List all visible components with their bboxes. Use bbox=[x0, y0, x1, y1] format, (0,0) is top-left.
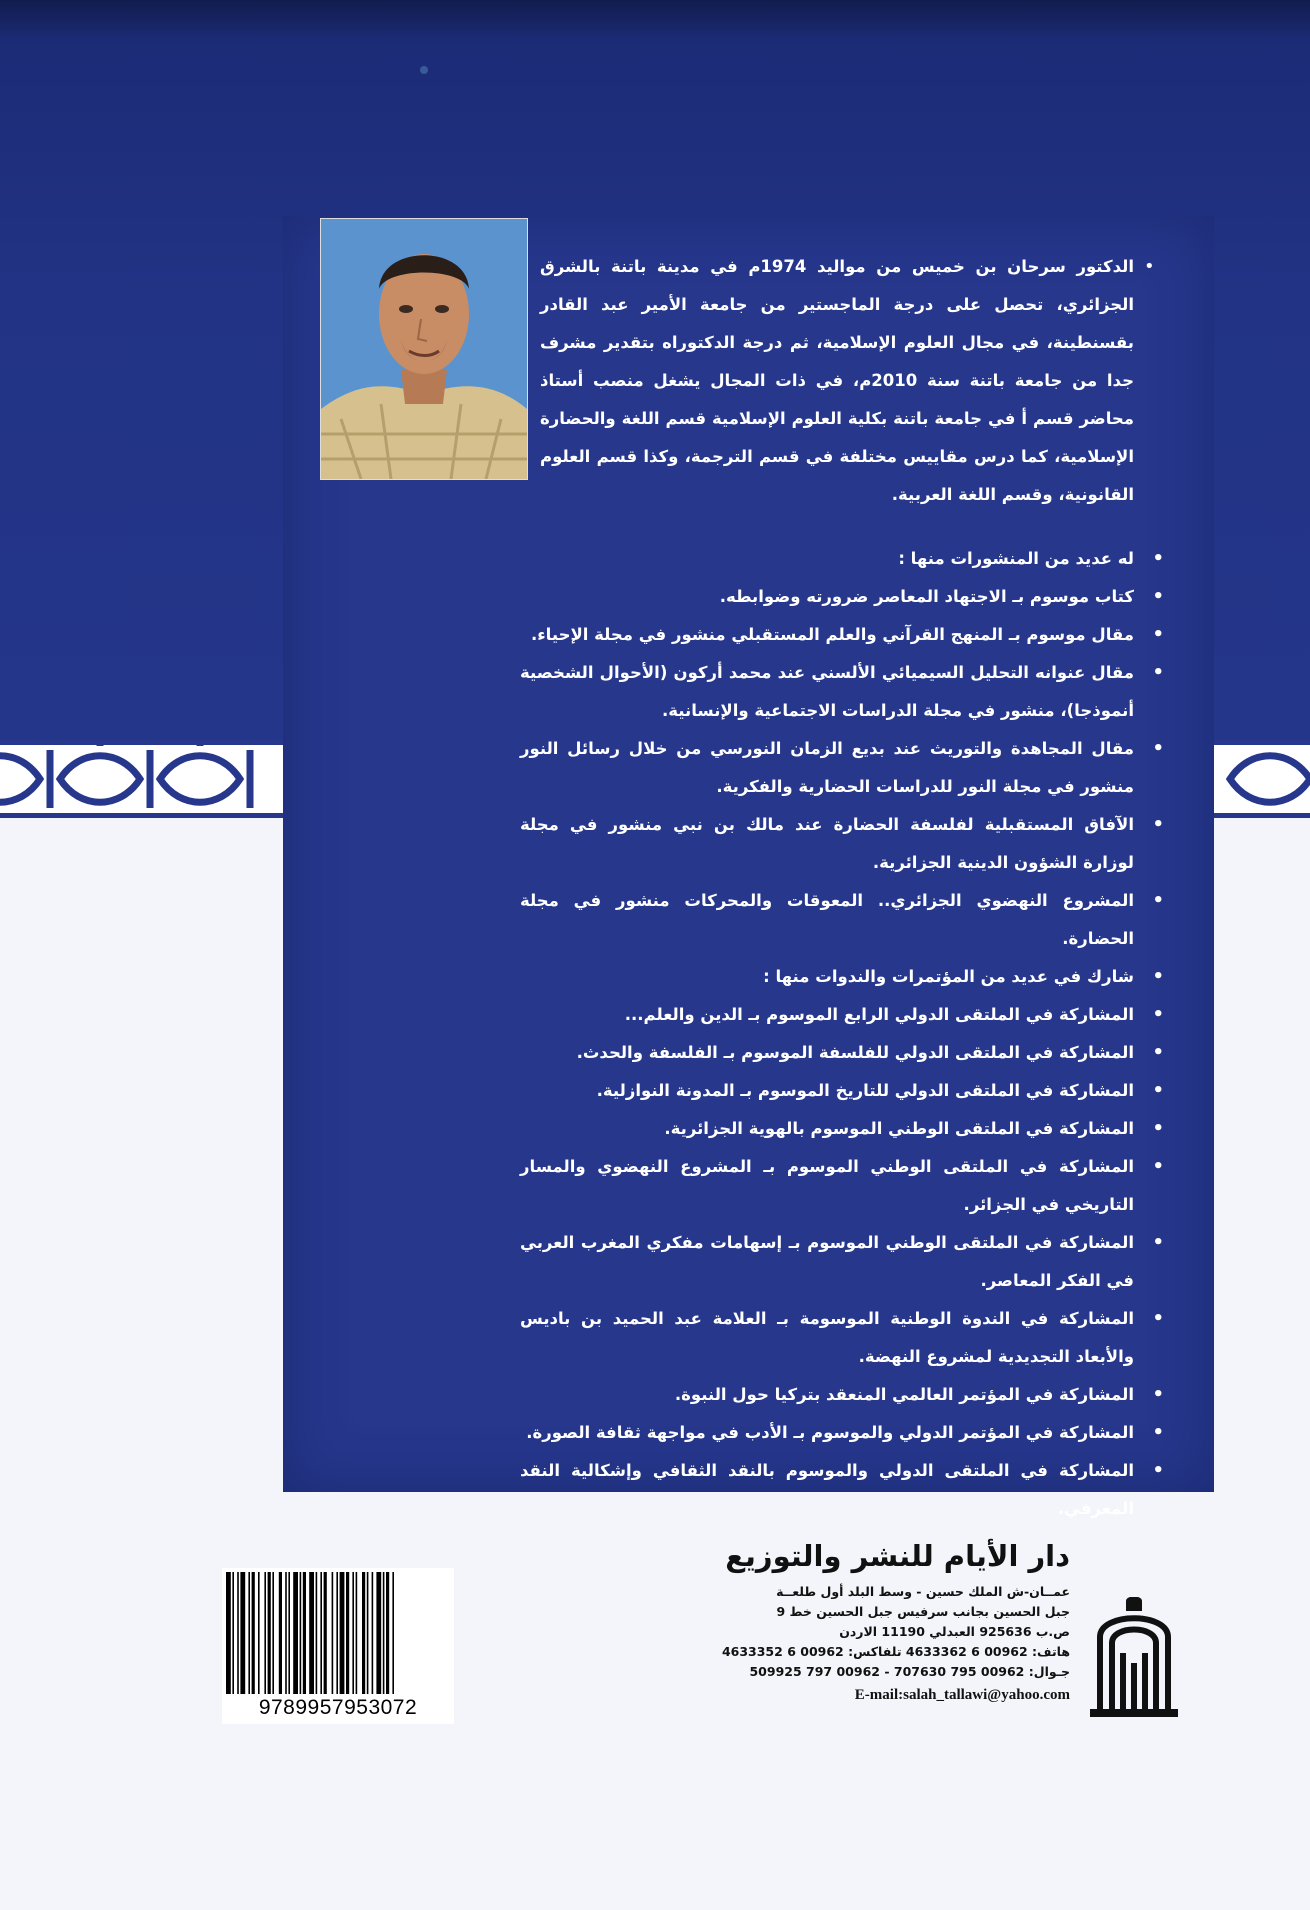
list-item: • شارك في عديد من المؤتمرات والندوات منها : bbox=[520, 958, 1170, 996]
publisher-logo-icon bbox=[1090, 1597, 1178, 1721]
barcode-bar bbox=[300, 1572, 302, 1694]
list-item: • الآفاق المستقبلية لفلسفة الحضارة عند مالك بن نبي منشور في مجلة لوزارة الشؤون الدينية الجزائرية. bbox=[520, 806, 1170, 882]
list-item: • المشاركة في الملتقى الدولي للتاريخ الموسوم بـ المدونة النوازلية. bbox=[520, 1072, 1170, 1110]
publisher-info bbox=[660, 1536, 1070, 1706]
barcode-bar bbox=[332, 1572, 334, 1694]
barcode-bar bbox=[367, 1572, 369, 1694]
barcode-bar bbox=[346, 1572, 349, 1694]
list-item: • المشاركة في الندوة الوطنية الموسومة بـ العلامة عبد الحميد بن باديس والأبعاد التجديدية لمشروع النهضة. bbox=[520, 1300, 1170, 1376]
barcode-bar bbox=[264, 1572, 266, 1694]
list-item: • المشروع النهضوي الجزائري.. المعوقات والمحركات منشور في مجلة الحضارة. bbox=[520, 882, 1170, 958]
list-item: • المشاركة في الملتقى الوطني الموسوم بالهوية الجزائرية. bbox=[520, 1110, 1170, 1148]
barcode-bar bbox=[248, 1572, 250, 1694]
barcode-bar bbox=[386, 1572, 389, 1694]
list-item: • المشاركة في الملتقى الدولي والموسوم بالنقد الثقافي وإشكالية النقد المعرفي. bbox=[520, 1452, 1170, 1528]
barcode-bar bbox=[336, 1572, 338, 1694]
list-item: • المشاركة في المؤتمر العالمي المنعقد بتركيا حول النبوة. bbox=[520, 1376, 1170, 1414]
barcode-bar bbox=[376, 1572, 381, 1694]
isbn-barcode bbox=[222, 1568, 454, 1724]
ornament-strip-right bbox=[1210, 740, 1310, 818]
barcode-bar bbox=[226, 1572, 231, 1694]
ornament-pattern bbox=[1210, 740, 1310, 818]
barcode-bar bbox=[272, 1572, 274, 1694]
publisher-mobile: جـوال: 00962 795 707630 - 00962 797 509925 bbox=[749, 1664, 1070, 1679]
barcode-bar bbox=[340, 1572, 345, 1694]
list-item: • المشاركة في الملتقى الدولي الرابع الموسوم بـ الدين والعلم... bbox=[520, 996, 1170, 1034]
publisher-phone: هاتف: 00962 6 4633362 تلفاكس: 00962 6 4633352 bbox=[721, 1644, 1070, 1659]
barcode-bar bbox=[258, 1572, 260, 1694]
publisher-name: دار الأيام للنشر والتوزيع bbox=[725, 1539, 1070, 1573]
publisher-address: عمــان-ش الملك حسين - وسط البلد أول طلعــة bbox=[776, 1584, 1070, 1599]
list-item: • المشاركة في الملتقى الوطني الموسوم بـ إسهامات مفكري المغرب العربي في الفكر المعاصر. bbox=[520, 1224, 1170, 1300]
author-bio bbox=[540, 248, 1170, 514]
barcode-bars bbox=[222, 1568, 454, 1698]
barcode-bar bbox=[372, 1572, 374, 1694]
barcode-bar bbox=[362, 1572, 365, 1694]
portrait-image bbox=[321, 219, 527, 479]
barcode-bar bbox=[240, 1572, 245, 1694]
barcode-bar bbox=[352, 1572, 354, 1694]
list-item: • المشاركة في الملتقى الدولي للفلسفة الموسوم بـ الفلسفة والحدث. bbox=[520, 1034, 1170, 1072]
barcode-bar bbox=[268, 1572, 271, 1694]
publications-list bbox=[520, 540, 1170, 1528]
ornament-pattern bbox=[0, 740, 290, 818]
bio-paragraph: الدكتور سرحان بن خميس من مواليد 1974م في مدينة باتنة بالشرق الجزائري، تحصل على درجة الماجستير من جامعة الأمير عبد القادر بقسنطينة، في مجال العلوم الإسلامية، ثم درجة الدكتوراه بتقدير مشرف جدا من جامعة باتنة سنة 2010م، في ذات المجال يشغل منصب أستاذ محاضر قسم أ في جامعة باتنة بكلية العلوم الإسلامية قسم اللغة والحضارة الإسلامية، كما درس مقاييس مختلفة في قسم الترجمة، وكذا قسم العلوم القانونية، وقسم اللغة العربية. bbox=[540, 257, 1134, 504]
list-item: • مقال موسوم بـ المنهج القرآني والعلم المستقبلي منشور في مجلة الإحياء. bbox=[520, 616, 1170, 654]
barcode-bar bbox=[285, 1572, 287, 1694]
barcode-bar bbox=[309, 1572, 314, 1694]
barcode-bar bbox=[237, 1572, 239, 1694]
publisher-address: جبل الحسين بجانب سرفيس جبل الحسين خط 9 bbox=[776, 1604, 1070, 1619]
barcode-bar bbox=[303, 1572, 306, 1694]
ornament-strip-left bbox=[0, 740, 290, 818]
bio-bullet: • bbox=[1144, 256, 1155, 277]
author-photo bbox=[320, 218, 528, 480]
barcode-bar bbox=[279, 1572, 282, 1694]
isbn-digits: 9789957953072 bbox=[258, 1696, 418, 1719]
publisher-email: E-mail:salah_tallawi@yahoo.com bbox=[854, 1687, 1070, 1703]
barcode-bar bbox=[392, 1572, 394, 1694]
list-item: • مقال المجاهدة والتوريث عند بديع الزمان النورسي من خلال رسائل النور منشور في مجلة النور للدراسات الحضارية والفكرية. bbox=[520, 730, 1170, 806]
barcode-bar bbox=[320, 1572, 322, 1694]
list-item: • المشاركة في المؤتمر الدولي والموسوم بـ الأدب في مواجهة ثقافة الصورة. bbox=[520, 1414, 1170, 1452]
barcode-bar bbox=[288, 1572, 290, 1694]
list-item: • المشاركة في الملتقى الوطني الموسوم بـ المشروع النهضوي والمسار التاريخي في الجزائر. bbox=[520, 1148, 1170, 1224]
speck bbox=[420, 66, 428, 74]
barcode-bar bbox=[293, 1572, 298, 1694]
barcode-bar bbox=[252, 1572, 255, 1694]
barcode-bar bbox=[383, 1572, 385, 1694]
barcode-bar bbox=[232, 1572, 234, 1694]
publisher-pobox: ص.ب 925636 العبدلي 11190 الاردن bbox=[839, 1624, 1070, 1639]
barcode-bar bbox=[316, 1572, 318, 1694]
barcode-bar bbox=[356, 1572, 358, 1694]
list-item: • مقال عنوانه التحليل السيميائي الألسني عند محمد أركون (الأحوال الشخصية أنموذجا)، منشور في مجلة الدراسات الاجتماعية والإنسانية. bbox=[520, 654, 1170, 730]
barcode-bar bbox=[324, 1572, 327, 1694]
list-item: • له عديد من المنشورات منها : bbox=[520, 540, 1170, 578]
list-item: • كتاب موسوم بـ الاجتهاد المعاصر ضرورته وضوابطه. bbox=[520, 578, 1170, 616]
